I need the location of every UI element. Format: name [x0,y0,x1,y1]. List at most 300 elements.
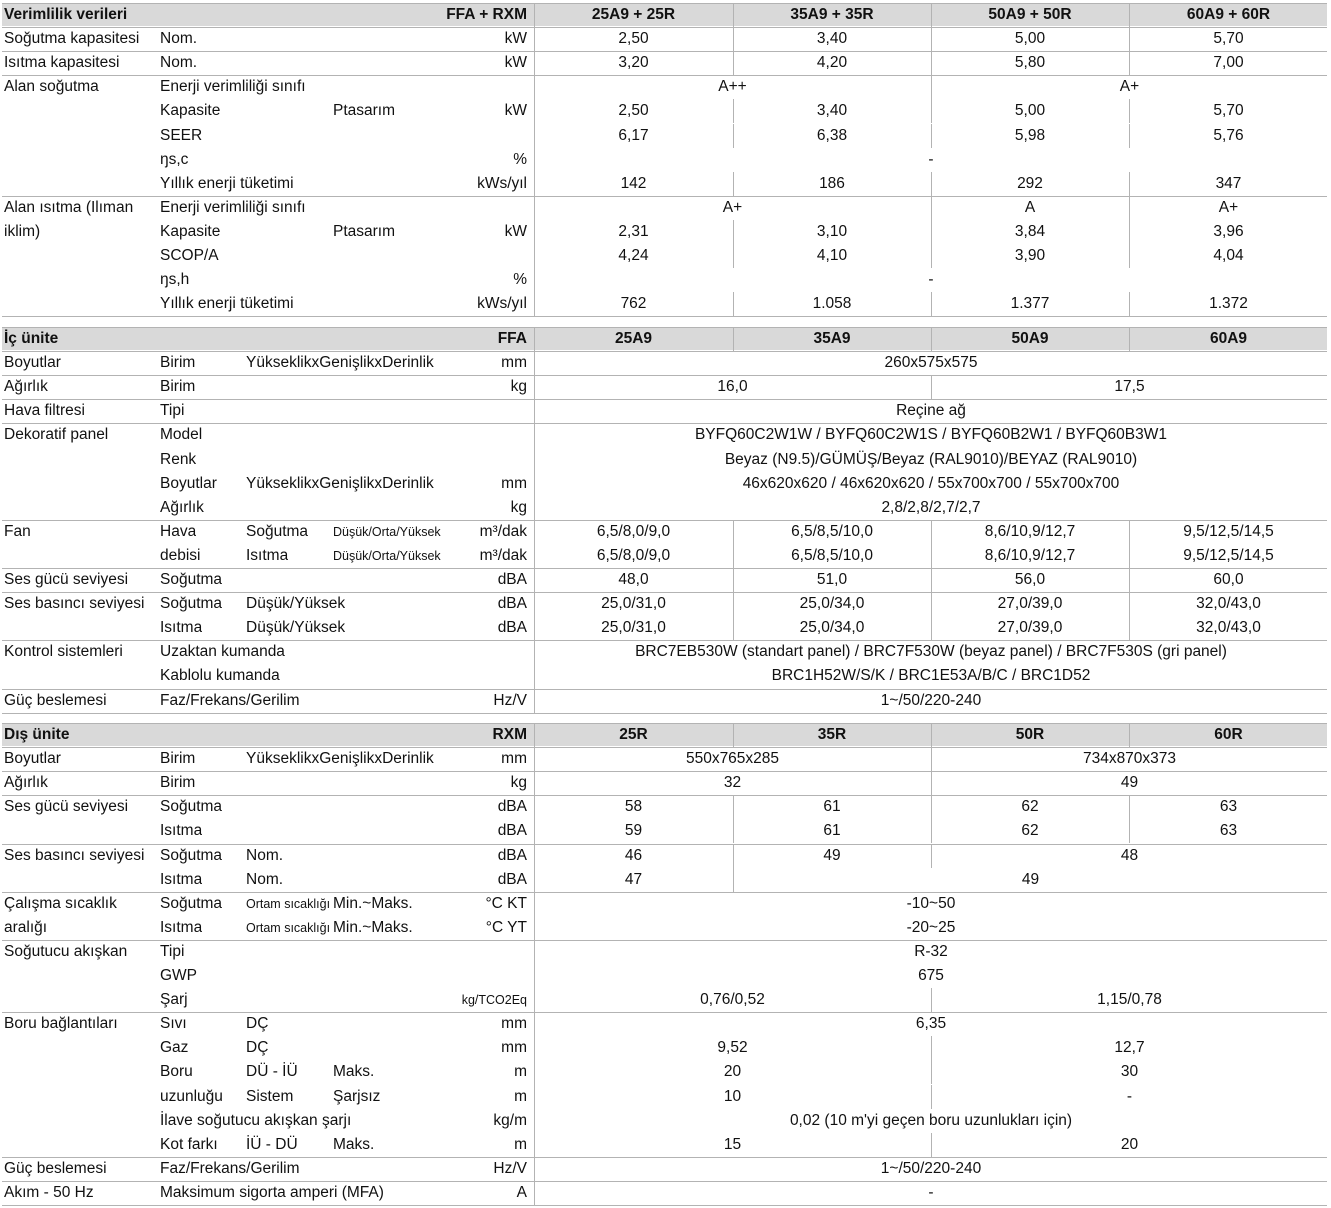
value-cell: 17,5 [1114,378,1145,396]
row-sub-label: Boyutlar [160,474,217,492]
value-cell: 6,5/8,5/10,0 [791,522,873,540]
row-sub-label: Tipi [160,402,185,420]
value-cell: -20~25 [906,918,956,936]
value-divider [931,196,932,220]
value-divider [1129,616,1130,640]
value-cell: 675 [918,967,944,984]
row-sub-label: İlave soğutucu akışkan şarjı [160,1111,352,1129]
row-unit: °C KT [485,894,527,912]
row-sub-label: İÜ - DÜ [246,1135,298,1153]
row-sub-label: Soğutma [246,522,309,540]
row-unit: m³/dak [479,522,527,540]
value-divider [1129,51,1130,75]
value-cell: 5,76 [1213,126,1244,144]
value-cell: 9,5/12,5/14,5 [1183,546,1274,564]
value-cell: A++ [718,78,747,96]
row-unit: dBA [497,870,527,888]
value-cell: 7,00 [1213,54,1244,72]
row-unit: % [513,150,527,168]
group-rule [2,423,1327,424]
value-divider [733,124,734,148]
value-cell: 4,04 [1213,247,1244,264]
row-unit: m [514,1063,527,1081]
section-top-rule [2,327,1327,328]
value-cell: 27,0/39,0 [997,619,1063,637]
row-sub-label: Kapasite [160,102,221,120]
value-cell: 25,0/31,0 [601,595,666,613]
value-cell: 1~/50/220-240 [880,1159,982,1177]
value-divider [733,819,734,843]
value-divider [733,99,734,123]
row-unit: Hz/V [493,691,527,709]
row-sub-label: Maks. [333,1135,375,1153]
value-cell: 4,20 [816,54,848,72]
row-group-label: Kontrol sistemleri [4,643,123,661]
row-sub-label: GWP [160,967,198,984]
value-cell: 2,31 [618,222,649,240]
row-sub-label: Sistem [246,1087,294,1105]
column-header: 35A9 [813,330,851,347]
group-rule [2,640,1327,641]
value-divider [733,868,734,892]
value-divider [733,51,734,75]
value-cell: 3,40 [816,102,848,120]
row-sub-label: SEER [160,126,203,144]
value-divider [931,375,932,399]
row-sub-label: YükseklikxGenişlikxDerinlik [246,474,434,492]
row-sub-label: Enerji verimliliği sınıfı [160,198,306,216]
row-sub-label: DÜ - İÜ [246,1063,298,1081]
row-unit: kW [504,30,527,48]
value-divider [931,988,932,1012]
value-cell: 3,90 [1014,247,1046,264]
row-group-label: Ses gücü seviyesi [4,798,129,816]
value-cell: - [928,150,934,168]
value-cell: Beyaz (N9.5)/GÜMÜŞ/Beyaz (RAL9010)/BEYAZ (RAL9010) [724,450,1138,468]
row-sub-label: Birim [160,354,196,372]
value-cell: - [928,1183,934,1201]
row-group-label: Ağırlık [4,774,48,792]
value-cell: 1,15/0,78 [1097,991,1162,1009]
column-header: 60A9 + 60R [1186,6,1271,23]
value-cell: 47 [624,870,643,888]
value-cell: 6,5/8,0/9,0 [596,546,671,564]
row-group-label: Ağırlık [4,378,48,396]
value-cell: 48,0 [618,571,649,588]
value-cell: 5,70 [1213,30,1244,48]
row-unit: mm [501,354,527,372]
value-divider [931,1085,932,1109]
value-cell: 32,0/43,0 [1196,595,1261,613]
section-bottom-rule [2,1205,1327,1206]
value-divider [1129,220,1130,244]
value-divider [733,172,734,196]
value-cell: 15 [723,1135,742,1153]
value-divider [733,27,734,51]
column-divider [733,327,734,351]
value-divider [931,124,932,148]
row-group-label: Soğutma kapasitesi [4,30,140,48]
value-cell: 550x765x285 [685,750,780,768]
column-divider [931,327,932,351]
value-cell: 56,0 [1014,571,1046,588]
value-cell: 5,80 [1014,54,1046,72]
row-sub-label: Ortam sıcaklığı [246,896,331,911]
value-cell: 142 [620,174,647,192]
row-group-label: Ses gücü seviyesi [4,571,129,588]
value-divider [931,292,932,316]
row-sub-label: Soğutma [160,798,223,816]
value-divider [931,99,932,123]
row-sub-label: Sıvı [160,1015,187,1033]
value-cell: 734x870x373 [1082,750,1177,768]
row-unit: dBA [497,846,527,864]
value-divider [931,592,932,616]
row-group-label: Güç beslemesi [4,1159,107,1177]
group-rule [2,51,1327,52]
row-unit: °C YT [485,918,527,936]
value-divider [931,51,932,75]
row-sub-label: Min.~Maks. [333,894,413,912]
value-divider [931,844,932,868]
value-cell: 25,0/34,0 [799,595,865,613]
value-cell: 12,7 [1114,1039,1145,1057]
value-divider [931,747,932,771]
value-cell: 1~/50/220-240 [880,691,982,709]
row-unit: m [514,1087,527,1105]
value-cell: 32 [723,774,742,792]
value-cell: 46x620x620 / 46x620x620 / 55x700x700 / 55x700x700 [742,474,1120,492]
column-header: 50A9 [1011,330,1049,347]
value-cell: 6,17 [618,126,649,144]
row-unit: kg [510,774,527,792]
value-divider [931,75,932,99]
value-cell: 5,00 [1014,30,1046,48]
value-divider [733,220,734,244]
column-divider [1129,723,1130,747]
row-unit: dBA [497,619,527,637]
value-divider [931,544,932,568]
value-cell: 25,0/34,0 [799,619,865,637]
column-header: 50R [1015,726,1045,743]
value-cell: 292 [1017,174,1043,192]
value-cell: 347 [1215,174,1242,192]
row-sub-label: Birim [160,750,196,768]
row-sub-label: Enerji verimliliği sınıfı [160,78,306,96]
value-cell: 20 [1120,1135,1139,1153]
value-divider [1129,795,1130,819]
value-divider [1129,27,1130,51]
value-divider [931,1060,932,1084]
section-top-rule [2,723,1327,724]
row-group-label: Ses basıncı seviyesi [4,595,145,613]
column-header: 60A9 [1209,330,1248,347]
group-rule [2,892,1327,893]
row-sub-label: Birim [160,774,196,792]
value-divider [1129,592,1130,616]
value-cell: 6,5/8,5/10,0 [791,546,873,564]
row-unit: mm [501,750,527,768]
group-rule [2,399,1327,400]
row-unit: m [514,1135,527,1153]
value-divider [931,27,932,51]
row-sub-label: Soğutma [160,595,223,613]
row-group-label: Alan ısıtma (Ilıman [4,198,134,216]
row-unit: kg/m [493,1111,527,1129]
row-unit: dBA [497,798,527,816]
row-sub-label: Soğutma [160,894,223,912]
value-cell: A [1024,198,1036,216]
group-rule [2,1181,1327,1182]
value-cell: 1.377 [1010,295,1050,313]
row-group-label: Isıtma kapasitesi [4,54,120,72]
value-cell: - [1126,1087,1133,1105]
value-cell: 1.372 [1209,295,1248,313]
value-cell: 2,8/2,8/2,7/2,7 [881,498,981,516]
row-sub-label: Isıtma [160,918,203,936]
value-cell: 51,0 [816,571,848,588]
column-divider [733,723,734,747]
row-sub-label: Kot farkı [160,1135,218,1153]
row-unit: kWs/yıl [477,295,527,313]
column-divider [1129,3,1130,27]
value-cell: 32,0/43,0 [1196,619,1261,637]
value-divider [1129,819,1130,843]
group-rule [2,771,1327,772]
value-cell: 59 [624,822,643,840]
value-cell: - [928,271,934,289]
value-cell: 60,0 [1213,571,1244,588]
value-cell: BRC7EB530W (standart panel) / BRC7F530W (beyaz panel) / BRC7F530S (gri panel) [635,643,1227,661]
row-group-label: Boyutlar [4,354,61,372]
group-rule [2,844,1327,845]
row-sub-label: Maksimum sigorta amperi (MFA) [160,1183,384,1201]
row-unit: kW [504,222,527,240]
row-sub-label: Düşük/Yüksek [246,619,346,637]
value-cell: 0,02 (10 m'yi geçen boru uzunlukları için) [789,1111,1073,1129]
row-unit: A [516,1183,527,1201]
row-sub-label: Ortam sıcaklığı [246,920,331,935]
row-sub-label: Isıtma [160,619,203,637]
row-group-label: Alan soğutma [4,78,99,96]
value-divider [1129,172,1130,196]
row-unit: mm [501,1039,527,1057]
value-cell: A+ [722,198,743,216]
row-group-label: Çalışma sıcaklık [4,894,117,912]
value-cell: 9,52 [717,1039,748,1057]
value-cell: 5,98 [1014,126,1046,144]
value-cell: 30 [1120,1063,1139,1081]
row-unit: dBA [497,822,527,840]
value-divider [931,616,932,640]
row-sub-label: YükseklikxGenişlikxDerinlik [246,354,434,372]
value-cell: 6,35 [915,1015,947,1033]
section-model: FFA + RXM [446,6,527,23]
group-rule [2,196,1327,197]
column-divider [1129,327,1130,351]
row-sub-label: Min.~Maks. [333,918,413,936]
value-cell: 4,10 [816,247,848,264]
value-divider [1129,520,1130,544]
value-cell: 186 [819,174,845,192]
value-cell: BRC1H52W/S/K / BRC1E53A/B/C / BRC1D52 [771,667,1091,685]
value-cell: 61 [823,798,841,816]
value-cell: 3,20 [618,54,649,72]
row-sub-label: Birim [160,378,196,396]
row-sub-label: Uzaktan kumanda [160,643,285,661]
value-cell: Reçine ağ [896,402,966,420]
row-group-label: Akım - 50 Hz [4,1183,94,1201]
value-cell: 2,50 [618,30,649,48]
value-divider [931,244,932,268]
value-divider [1129,292,1130,316]
row-sub-label: Boru [160,1063,193,1081]
value-cell: 9,5/12,5/14,5 [1183,522,1274,540]
row-sub-label: Gaz [160,1039,189,1057]
section-bottom-rule [2,316,1327,317]
row-sub-label: Düşük/Orta/Yüksek [333,548,441,563]
row-sub-label: Isıtma [246,546,289,564]
section-model: RXM [492,726,527,743]
value-cell: 3,84 [1014,222,1046,240]
row-group-label: Soğutucu akışkan [4,942,128,960]
value-cell: 49 [1120,774,1139,792]
value-cell: 762 [620,295,647,313]
value-divider [733,520,734,544]
value-cell: 3,10 [816,222,848,240]
value-cell: 1.058 [812,295,852,313]
value-cell: R-32 [914,942,948,960]
group-rule [2,795,1327,796]
header-bottom-rule [2,27,1327,28]
value-cell: 62 [1021,798,1039,816]
row-sub-label: Kapasite [160,222,221,240]
value-divider [1129,244,1130,268]
section-top-rule [2,3,1327,4]
column-header: 25A9 [614,330,653,347]
value-cell: 49 [823,846,841,864]
row-sub-label: uzunluğu [160,1087,223,1105]
row-group-label: Güç beslemesi [4,691,107,709]
row-sub-label: Kablolu kumanda [160,667,280,685]
row-unit: kg [510,498,527,516]
value-divider [733,592,734,616]
row-group-label: Ses basıncı seviyesi [4,846,145,864]
value-divider [733,292,734,316]
row-sub-label: Nom. [160,54,198,72]
value-cell: 49 [1021,870,1040,888]
row-unit: kg [510,378,527,396]
value-cell: 8,6/10,9/12,7 [984,522,1076,540]
row-unit: dBA [497,571,527,588]
value-cell: 10 [723,1087,742,1105]
value-cell: 6,5/8,0/9,0 [596,522,671,540]
row-sub-label: Renk [160,450,197,468]
column-divider [931,3,932,27]
group-rule [2,1157,1327,1158]
value-cell: 6,38 [816,126,848,144]
row-sub-label: Soğutma [160,571,223,588]
row-unit: kW [504,102,527,120]
group-rule [2,940,1327,941]
group-rule [2,1012,1327,1013]
row-unit: kg/TCO2Eq [461,993,527,1008]
row-sub-label: Tipi [160,942,185,960]
value-cell: 61 [823,822,841,840]
value-divider [931,520,932,544]
row-sub-label: Nom. [160,30,198,48]
column-header: 60R [1214,726,1243,743]
header-bottom-rule [2,747,1327,748]
value-cell: 5,00 [1014,102,1046,120]
value-divider [931,819,932,843]
value-divider [931,1133,932,1157]
value-divider [931,1036,932,1060]
value-divider [931,172,932,196]
row-sub-label: Hava [160,522,197,540]
section-title: İç ünite [4,330,59,347]
column-divider [733,3,734,27]
row-sub-label: Soğutma [160,846,223,864]
value-divider [733,568,734,592]
row-sub-label: YükseklikxGenişlikxDerinlik [246,750,434,768]
section-bottom-rule [2,713,1327,714]
value-cell: 3,96 [1213,222,1244,240]
row-group-label: Fan [4,522,31,540]
value-cell: BYFQ60C2W1W / BYFQ60C2W1S / BYFQ60B2W1 / BYFQ60B3W1 [694,426,1168,444]
row-sub-label: Model [160,426,203,444]
value-cell: 62 [1021,822,1039,840]
header-bottom-rule [2,351,1327,352]
row-sub-label: ŋs,c [160,150,189,168]
row-unit: Hz/V [493,1159,527,1177]
value-cell: 260x575x575 [884,354,978,372]
value-cell: 58 [624,798,643,816]
group-rule [2,520,1327,521]
row-sub-label: DÇ [246,1015,269,1033]
row-group-label: iklim) [4,222,41,240]
value-cell: 5,70 [1213,102,1244,120]
value-divider [1129,568,1130,592]
value-cell: 63 [1219,822,1238,840]
row-sub-label: Yıllık enerji tüketimi [160,295,294,313]
row-sub-label: Maks. [333,1063,375,1081]
value-cell: A+ [1218,198,1239,216]
group-rule [2,689,1327,690]
row-sub-label: Düşük/Orta/Yüksek [333,524,441,539]
row-sub-label: Isıtma [160,822,203,840]
row-unit: kWs/yıl [477,174,527,192]
row-sub-label: Şarjsız [333,1087,381,1105]
row-sub-label: Nom. [246,846,284,864]
row-group-label: Hava filtresi [4,402,85,420]
column-header: 35A9 + 35R [790,6,874,23]
row-unit: mm [501,474,527,492]
row-group-label: Boru bağlantıları [4,1015,118,1033]
section-title: Dış ünite [4,726,70,743]
row-unit: kW [504,54,527,72]
value-divider [733,844,734,868]
group-rule [2,75,1327,76]
column-header: 35R [817,726,847,743]
row-sub-label: Yıllık enerji tüketimi [160,174,294,192]
value-divider [733,616,734,640]
value-cell: 16,0 [717,378,748,396]
row-sub-label: Ptasarım [333,222,396,240]
row-sub-label: Şarj [160,991,188,1009]
value-cell: -10~50 [906,894,956,912]
value-cell: 48 [1120,846,1139,864]
